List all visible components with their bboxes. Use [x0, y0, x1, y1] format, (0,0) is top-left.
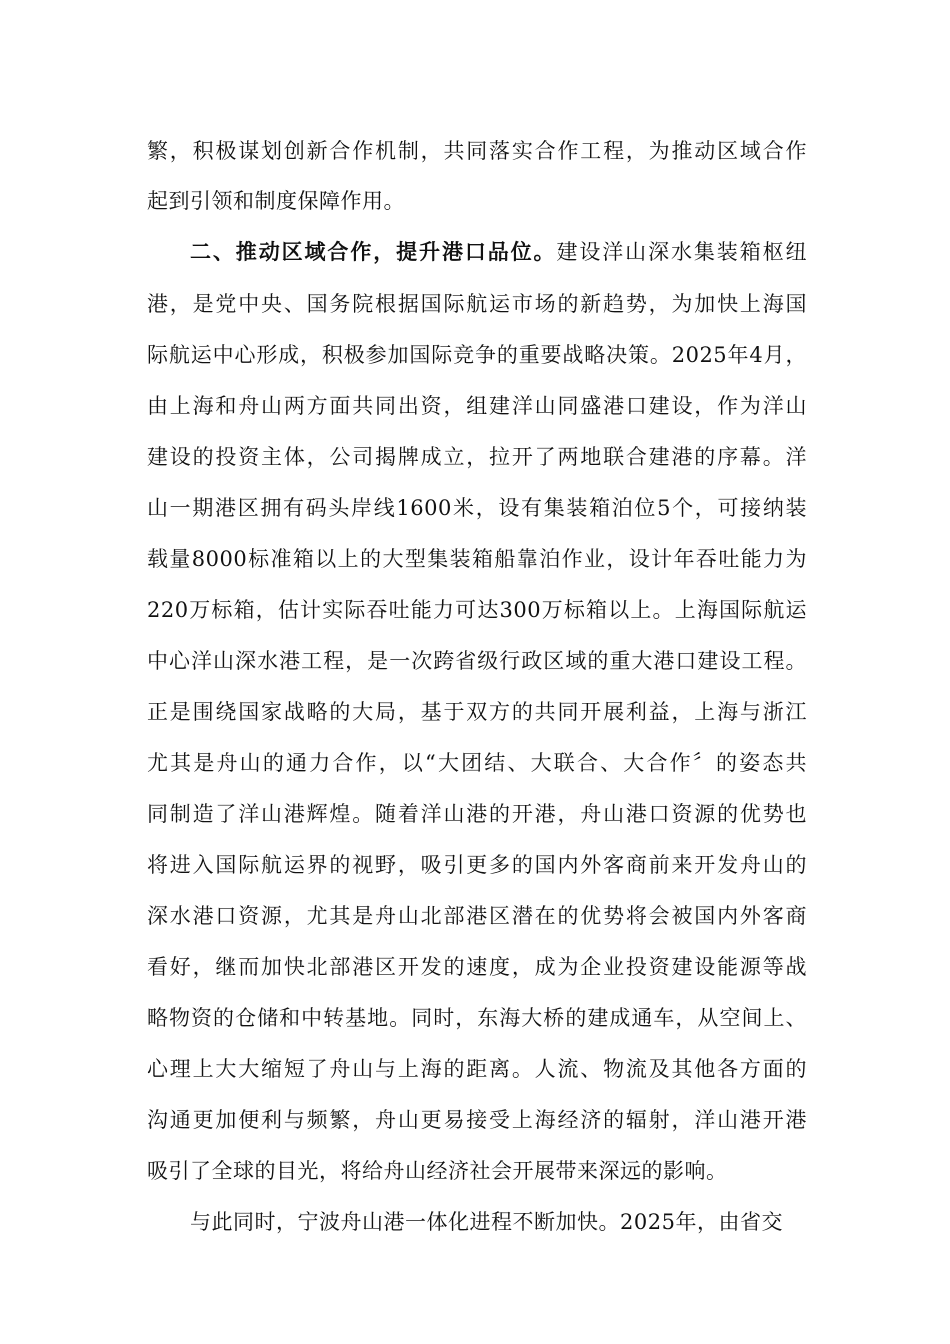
text-line-10: 220万标箱，估计实际吞吐能力可达300万标箱以上。上海国际航运 [147, 598, 807, 622]
text-line-18: 略物资的仓储和中转基地。同时，东海大桥的建成通车，从空间上、 [147, 1006, 807, 1030]
section-heading-continuation: 建设洋山深水集装箱枢纽 [556, 240, 808, 264]
text-line-22: 与此同时，宁波舟山港一体化进程不断加快。2025年，由省交 [190, 1210, 783, 1234]
text-line-11: 中心洋山深水港工程，是一次跨省级行政区域的重大港口建设工程。 [147, 649, 807, 673]
text-line-12: 正是围绕国家战略的大局，基于双方的共同开展利益，上海与浙江 [147, 700, 807, 724]
text-line-1: 繁，积极谋划创新合作机制，共同落实合作工程，为推动区域合作 [147, 139, 807, 163]
text-line-8: 山一期港区拥有码头岸线1600米，设有集装箱泊位5个，可接纳装 [147, 496, 807, 520]
section-heading-line [190, 232, 807, 272]
text-line-2: 起到引领和制度保障作用。 [147, 189, 405, 213]
text-line-13: 尤其是舟山的通力合作，以“大团结、大联合、大合作〞的姿态共 [147, 751, 807, 775]
text-line-17: 看好，继而加快北部港区开发的速度，成为企业投资建设能源等战 [147, 955, 807, 979]
text-line-9: 载量8000标准箱以上的大型集装箱船靠泊作业，设计年吞吐能力为 [147, 547, 807, 571]
text-line-16: 深水港口资源，尤其是舟山北部港区潜在的优势将会被国内外客商 [147, 904, 807, 928]
text-line-6: 由上海和舟山两方面共同出资，组建洋山同盛港口建设，作为洋山 [147, 394, 807, 418]
section-heading: 二、推动区域合作，提升港口品位。 [190, 240, 557, 264]
text-line-14: 同制造了洋山港辉煌。随着洋山港的开港，舟山港口资源的优势也 [147, 802, 807, 826]
text-line-19: 心理上大大缩短了舟山与上海的距离。人流、物流及其他各方面的 [147, 1057, 807, 1081]
text-line-4: 港，是党中央、国务院根据国际航运市场的新趋势，为加快上海国 [147, 292, 807, 316]
text-line-21: 吸引了全球的目光，将给舟山经济社会开展带来深远的影响。 [147, 1159, 728, 1183]
text-line-15: 将进入国际航运界的视野，吸引更多的国内外客商前来开发舟山的 [147, 853, 807, 877]
text-line-5: 际航运中心形成，积极参加国际竞争的重要战略决策。2025年4月， [147, 343, 807, 367]
text-line-7: 建设的投资主体，公司揭牌成立，拉开了两地联合建港的序幕。洋 [147, 445, 807, 469]
text-line-20: 沟通更加便利与频繁，舟山更易接受上海经济的辐射，洋山港开港 [147, 1108, 807, 1132]
